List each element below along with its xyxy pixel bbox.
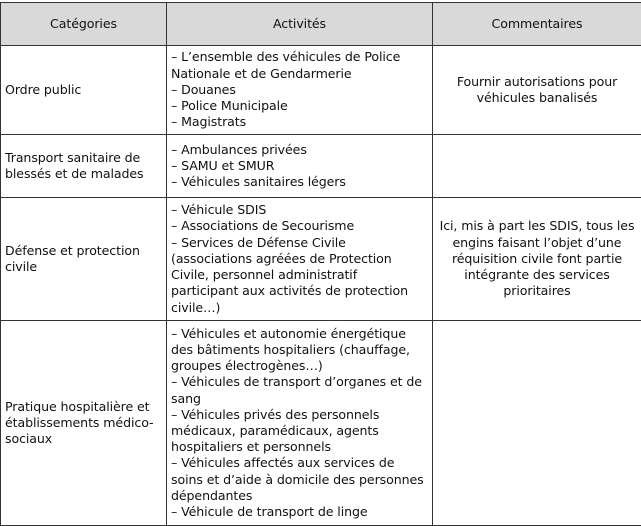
table-row-ordre-public bbox=[1, 46, 641, 135]
activities-cell bbox=[167, 46, 433, 135]
category-line: Pratique hospitalière et bbox=[5, 399, 162, 415]
comment-cell bbox=[433, 198, 641, 321]
comment-cell-empty bbox=[433, 135, 641, 198]
activity-line: groupes électrogènes…) bbox=[171, 358, 429, 374]
category-cell bbox=[1, 46, 167, 135]
activity-line: soins et d’aide à domicile des personnes bbox=[171, 472, 429, 488]
activity-line: – Ambulances privées bbox=[171, 142, 429, 158]
comment-cell bbox=[433, 46, 641, 135]
activity-line: sang bbox=[171, 391, 429, 407]
table-row-transport-sanitaire bbox=[1, 135, 641, 198]
category-line: établissements médico- bbox=[5, 415, 162, 431]
activities-cell bbox=[167, 198, 433, 321]
activity-line: – Associations de Secourisme bbox=[171, 218, 429, 234]
category-line: Défense et protection bbox=[5, 243, 162, 259]
comment-cell-empty bbox=[433, 321, 641, 526]
activity-line: – Véhicules de transport d’organes et de bbox=[171, 374, 429, 390]
activity-line: – Véhicule SDIS bbox=[171, 202, 429, 218]
activity-line: (associations agréées de Protection bbox=[171, 251, 429, 267]
comment-line: engins faisant l’objet d’une bbox=[437, 235, 637, 251]
activity-line: hospitaliers et personnels bbox=[171, 439, 429, 455]
activity-line: Nationale et de Gendarmerie bbox=[171, 66, 429, 82]
activity-line: participant aux activités de protection bbox=[171, 283, 429, 299]
activity-line: – Douanes bbox=[171, 82, 429, 98]
activity-line: – Véhicules et autonomie énergétique bbox=[171, 326, 429, 342]
activity-line: – L’ensemble des véhicules de Police bbox=[171, 49, 429, 65]
comment-line: Ici, mis à part les SDIS, tous les bbox=[437, 218, 637, 234]
category-line: sociaux bbox=[5, 431, 162, 447]
category-cell bbox=[1, 198, 167, 321]
table-row-defense-civile bbox=[1, 198, 641, 321]
activity-line: – Véhicules sanitaires légers bbox=[171, 174, 429, 190]
activity-line: Civile, personnel administratif bbox=[171, 267, 429, 283]
category-line: Ordre public bbox=[5, 82, 162, 98]
activity-line: – Services de Défense Civile bbox=[171, 235, 429, 251]
activity-line: – Police Municipale bbox=[171, 98, 429, 114]
activity-line: des bâtiments hospitaliers (chauffage, bbox=[171, 342, 429, 358]
activity-line: médicaux, paramédicaux, agents bbox=[171, 423, 429, 439]
header-activities: Activités bbox=[167, 3, 433, 46]
table-header bbox=[1, 3, 641, 46]
category-line: civile bbox=[5, 259, 162, 275]
table-row-pratique-hospitaliere bbox=[1, 321, 641, 526]
activity-line: – Véhicule de transport de linge bbox=[171, 504, 429, 520]
category-cell bbox=[1, 321, 167, 526]
comment-line: Fournir autorisations pour bbox=[437, 74, 637, 90]
activity-line: dépendantes bbox=[171, 488, 429, 504]
header-categories: Catégories bbox=[1, 3, 167, 46]
header-comments: Commentaires bbox=[433, 3, 641, 46]
comment-line: intégrante des services bbox=[437, 267, 637, 283]
comment-line: réquisition civile font partie bbox=[437, 251, 637, 267]
comment-line: prioritaires bbox=[437, 283, 637, 299]
activity-line: – Véhicules privés des personnels bbox=[171, 407, 429, 423]
activities-cell bbox=[167, 135, 433, 198]
activity-line: – SAMU et SMUR bbox=[171, 158, 429, 174]
priority-services-table bbox=[0, 2, 641, 526]
category-line: Transport sanitaire de bbox=[5, 150, 140, 165]
activity-line: – Magistrats bbox=[171, 114, 429, 130]
category-line: blessés et de malades bbox=[5, 166, 144, 181]
comment-line: véhicules banalisés bbox=[437, 90, 637, 106]
activity-line: civile…) bbox=[171, 300, 429, 316]
category-cell bbox=[1, 135, 167, 198]
activities-cell bbox=[167, 321, 433, 526]
header-row bbox=[1, 3, 641, 46]
activity-line: – Véhicules affectés aux services de bbox=[171, 455, 429, 471]
